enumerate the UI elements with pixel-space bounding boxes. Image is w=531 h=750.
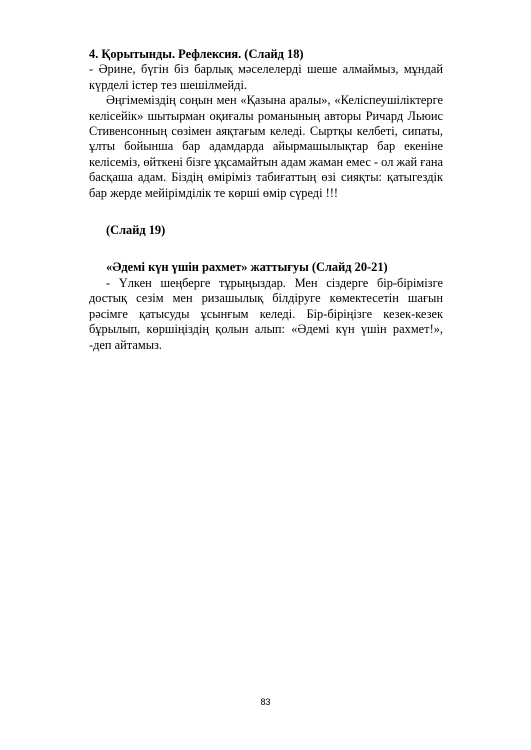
spacer — [89, 238, 443, 260]
section-intro: - Әрине, бүгін біз барлық мәселелерді шеше алмаймыз, мұндай күрделі істер тез шешілмейді. — [89, 62, 443, 92]
exercise-text: - Үлкен шеңберге тұрыңыздар. Мен сіздерге бір-бірімізге достық сезім мен ризашылық білдіруге көмектесетін шағын рәсімге қатысуды ұсынғым келеді. Бір-біріңізге кезек-кезек бұрылып, көршіңіздің қолын алып: «Әдемі күн үшін рахмет!», -деп айтамыз. — [89, 275, 443, 352]
spacer — [89, 201, 443, 223]
slide-19-label: (Слайд 19) — [106, 223, 166, 238]
page-content — [89, 47, 443, 353]
section-paragraph: Әңгімеміздің соңын мен «Қазына аралы», «Келіспеушіліктерге келісейік» шытырман оқиғалы романының авторы Ричард Льюис Стивенсонның сөзімен аяқтағым келеді. Сыртқы келбеті, сипаты, ұлты бойынша бар адамдарда айырмашылықтар бар екеніне келісеміз, өйткені бізге ұқсамайтын адам жаман емес - ол жай ғана басқаша адам. Біздің өміріміз табиғаттың өзі сияқты: қатыгездік бар жерде мейірімділік те көрші өмір сүреді !!! — [89, 93, 443, 200]
page-number: 83 — [260, 697, 271, 707]
exercise-heading: «Әдемі күн үшін рахмет» жаттығуы (Слайд 20-21) — [106, 260, 388, 275]
section-heading: 4. Қорытынды. Рефлексия. (Слайд 18) — [89, 47, 304, 61]
